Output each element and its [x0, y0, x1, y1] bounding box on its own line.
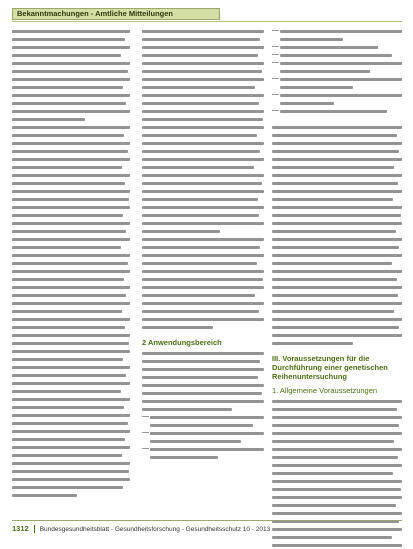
text-line	[272, 448, 402, 451]
text-line	[280, 46, 378, 49]
text-line	[272, 408, 397, 411]
text-line	[12, 214, 123, 217]
text-line	[142, 230, 220, 233]
text-line	[272, 342, 353, 345]
text-line	[272, 536, 392, 539]
text-line	[272, 150, 399, 153]
text-line	[272, 544, 402, 547]
section-heading: 2 Anwendungsbereich	[142, 338, 222, 347]
text-line	[272, 166, 394, 169]
text-line	[12, 262, 128, 265]
text-line	[272, 278, 397, 281]
text-line	[142, 134, 257, 137]
text-line	[12, 406, 124, 409]
text-line	[272, 270, 402, 273]
text-line	[12, 238, 130, 241]
text-line	[280, 102, 334, 105]
text-line	[280, 94, 402, 97]
text-line	[12, 318, 130, 321]
text-line	[142, 206, 264, 209]
text-line	[272, 432, 402, 435]
subsection-heading: 1. Allgemeine Voraussetzungen	[272, 386, 378, 395]
text-column-2	[142, 30, 264, 464]
text-line	[12, 350, 130, 353]
text-line	[272, 472, 393, 475]
text-line	[12, 390, 121, 393]
text-line	[12, 62, 130, 65]
text-line	[12, 270, 130, 273]
text-line	[272, 286, 402, 289]
text-line	[280, 62, 402, 65]
text-line	[280, 86, 353, 89]
text-line	[142, 78, 264, 81]
text-line	[142, 182, 262, 185]
page-number: 1312	[12, 524, 29, 533]
text-line	[142, 278, 263, 281]
text-line	[12, 206, 130, 209]
text-line	[12, 182, 125, 185]
list-item	[272, 110, 402, 113]
text-line	[272, 334, 402, 337]
text-line	[272, 488, 401, 491]
text-line	[272, 456, 398, 459]
text-line	[12, 54, 121, 57]
text-line	[142, 86, 255, 89]
text-line	[142, 70, 262, 73]
text-line	[272, 416, 402, 419]
text-line	[142, 352, 264, 355]
text-line	[272, 254, 402, 257]
text-line	[272, 182, 398, 185]
text-line	[280, 70, 370, 73]
text-line	[12, 326, 125, 329]
text-line	[142, 400, 264, 403]
text-line	[142, 254, 264, 257]
bullet-list	[142, 416, 264, 459]
list-item	[272, 78, 402, 89]
text-line	[280, 78, 402, 81]
text-line	[12, 46, 130, 49]
list-item	[272, 94, 402, 105]
text-line	[12, 118, 85, 121]
text-line	[142, 190, 264, 193]
text-line	[142, 360, 260, 363]
text-line	[142, 94, 264, 97]
text-line	[272, 424, 399, 427]
text-line	[12, 166, 122, 169]
text-line	[12, 310, 122, 313]
text-line	[272, 174, 402, 177]
text-line	[272, 400, 402, 403]
text-line	[12, 342, 129, 345]
list-item	[272, 62, 402, 73]
text-line	[12, 246, 121, 249]
text-line	[280, 38, 343, 41]
text-line	[142, 198, 258, 201]
text-line	[280, 110, 387, 113]
text-line	[12, 478, 130, 481]
text-line	[142, 238, 264, 241]
text-line	[142, 126, 264, 129]
footer-separator	[34, 525, 35, 533]
text-line	[272, 238, 402, 241]
text-line	[142, 222, 264, 225]
text-column-1	[12, 30, 130, 502]
text-line	[142, 102, 259, 105]
text-line	[142, 376, 258, 379]
text-line	[272, 512, 402, 515]
text-line	[142, 384, 264, 387]
header-divider	[12, 21, 402, 22]
text-line	[142, 118, 263, 121]
text-line	[142, 294, 255, 297]
text-line	[272, 294, 398, 297]
text-line	[142, 150, 260, 153]
list-item	[272, 30, 402, 41]
list-item	[142, 432, 264, 443]
text-line	[142, 368, 264, 371]
text-line	[272, 302, 402, 305]
text-line	[12, 334, 130, 337]
text-line	[272, 310, 394, 313]
text-line	[12, 438, 125, 441]
text-line	[272, 246, 399, 249]
text-line	[272, 262, 392, 265]
text-line	[142, 408, 232, 411]
text-line	[12, 254, 130, 257]
text-line	[142, 38, 260, 41]
publication-name: Bundesgesundheitsblatt - Gesundheitsforschung - Gesundheitsschutz 10 · 2013	[39, 526, 271, 533]
text-line	[12, 302, 130, 305]
text-line	[12, 126, 130, 129]
text-column-3	[272, 30, 402, 549]
text-line	[12, 454, 122, 457]
text-line	[272, 214, 401, 217]
text-line	[272, 464, 402, 467]
text-line	[280, 54, 392, 57]
text-line	[142, 110, 264, 113]
text-line	[272, 206, 402, 209]
text-line	[272, 230, 396, 233]
text-line	[12, 174, 130, 177]
text-line	[12, 470, 129, 473]
text-line	[12, 430, 130, 433]
text-line	[12, 222, 130, 225]
text-line	[272, 480, 402, 483]
text-line	[142, 326, 213, 329]
text-line	[12, 30, 130, 33]
text-line	[272, 158, 402, 161]
text-line	[12, 486, 123, 489]
text-line	[150, 424, 253, 427]
text-line	[142, 270, 264, 273]
text-line	[12, 286, 130, 289]
footer-divider	[12, 520, 402, 521]
text-line	[12, 414, 130, 417]
text-line	[12, 78, 130, 81]
text-line	[280, 30, 402, 33]
section-heading: III. Voraussetzungen für die Durchführung einer genetischen Reihenuntersuchung	[272, 354, 388, 381]
text-line	[272, 440, 394, 443]
text-line	[272, 198, 393, 201]
text-line	[150, 440, 241, 443]
text-line	[272, 222, 402, 225]
text-line	[142, 286, 264, 289]
text-line	[142, 166, 254, 169]
text-line	[12, 86, 123, 89]
text-line	[12, 374, 126, 377]
text-line	[272, 504, 396, 507]
bullet-list	[272, 30, 402, 113]
text-line	[142, 46, 264, 49]
text-line	[12, 142, 130, 145]
text-line	[150, 456, 218, 459]
text-line	[272, 326, 399, 329]
list-item	[272, 46, 402, 49]
text-line	[12, 102, 126, 105]
text-line	[272, 142, 402, 145]
text-line	[142, 54, 258, 57]
text-line	[142, 302, 264, 305]
text-line	[12, 94, 130, 97]
text-line	[12, 110, 130, 113]
text-line	[12, 38, 125, 41]
text-line	[12, 422, 128, 425]
text-line	[272, 496, 402, 499]
text-line	[142, 246, 260, 249]
text-line	[142, 62, 264, 65]
list-item	[142, 416, 264, 427]
text-line	[272, 134, 397, 137]
text-line	[272, 190, 402, 193]
text-line	[12, 190, 130, 193]
text-line	[12, 398, 130, 401]
text-line	[12, 494, 77, 497]
text-line	[142, 214, 259, 217]
text-line	[12, 230, 126, 233]
text-line	[142, 262, 257, 265]
text-line	[12, 366, 130, 369]
text-line	[12, 70, 128, 73]
text-line	[12, 294, 126, 297]
text-line	[142, 392, 262, 395]
text-line	[142, 142, 264, 145]
text-line	[142, 310, 259, 313]
list-item	[272, 54, 402, 57]
text-line	[142, 30, 264, 33]
text-line	[272, 318, 402, 321]
text-line	[12, 382, 130, 385]
text-line	[12, 358, 123, 361]
text-line	[150, 448, 264, 451]
text-line	[12, 278, 124, 281]
text-line	[12, 150, 128, 153]
text-line	[12, 462, 130, 465]
text-line	[12, 198, 129, 201]
text-line	[272, 126, 402, 129]
text-line	[12, 158, 130, 161]
text-line	[12, 446, 130, 449]
text-line	[12, 134, 124, 137]
text-line	[150, 432, 264, 435]
text-line	[150, 416, 264, 419]
page-footer	[12, 524, 402, 536]
text-line	[142, 318, 264, 321]
text-line	[142, 158, 264, 161]
text-line	[142, 174, 264, 177]
list-item	[142, 448, 264, 459]
header-banner: Bekanntmachungen - Amtliche Mitteilungen	[12, 8, 220, 20]
